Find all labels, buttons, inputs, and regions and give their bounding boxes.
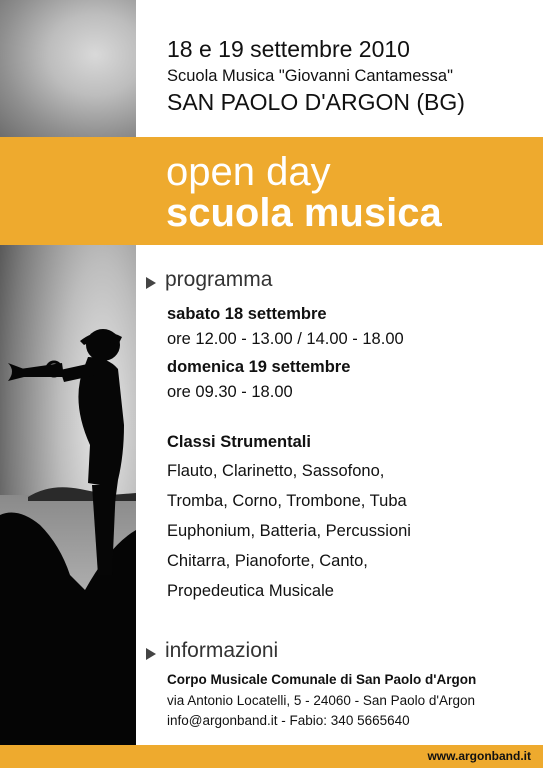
- classi-line: Flauto, Clarinetto, Sassofono,: [167, 462, 385, 480]
- website-link[interactable]: www.argonband.it: [427, 749, 531, 763]
- town-name: SAN PAOLO D'ARGON (BG): [167, 89, 465, 115]
- hours-sunday: ore 09.30 - 18.00: [167, 383, 293, 401]
- programma-arrow-icon: [146, 277, 156, 289]
- event-date: 18 e 19 settembre 2010: [167, 36, 410, 62]
- programma-heading: programma: [165, 268, 273, 291]
- classi-line: Chitarra, Pianoforte, Canto,: [167, 552, 368, 570]
- school-name: Scuola Musica "Giovanni Cantamessa": [167, 67, 453, 85]
- day-sunday: domenica 19 settembre: [167, 358, 351, 376]
- informazioni-heading: informazioni: [165, 639, 279, 662]
- banner-scuola-musica: scuola musica: [166, 191, 442, 235]
- org-name: Corpo Musicale Comunale di San Paolo d'Argon: [167, 672, 477, 687]
- classi-line: Tromba, Corno, Trombone, Tuba: [167, 492, 407, 510]
- classi-heading: Classi Strumentali: [167, 433, 311, 451]
- day-saturday: sabato 18 settembre: [167, 305, 327, 323]
- address: via Antonio Locatelli, 5 - 24060 - San Paolo d'Argon: [167, 693, 476, 708]
- classi-line: Propedeutica Musicale: [167, 582, 334, 600]
- hours-saturday: ore 12.00 - 13.00 / 14.00 - 18.00: [167, 330, 404, 348]
- photo-sky-top: [0, 0, 136, 137]
- classi-line: Euphonium, Batteria, Percussioni: [167, 522, 411, 540]
- contact: info@argonband.it - Fabio: 340 5665640: [167, 713, 410, 728]
- banner-open-day: open day: [166, 150, 331, 194]
- informazioni-arrow-icon: [146, 648, 156, 660]
- trumpet-player-photo: [0, 245, 136, 745]
